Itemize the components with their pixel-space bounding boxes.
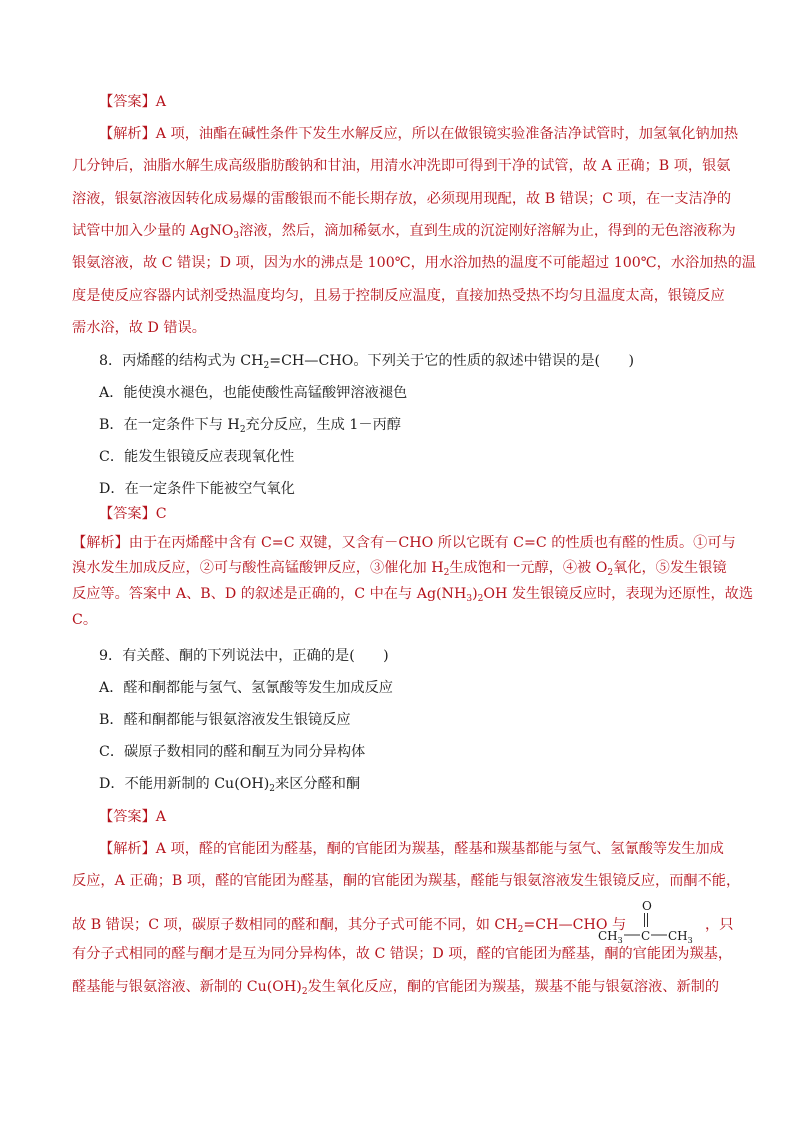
methyl-subscript: 3 (617, 936, 623, 945)
analysis-1-line-6: 度是使反应容器内试剂受热温度均匀，且易于控制反应温度，直接加热受热不均匀且温度太高，银镜反应 (72, 288, 725, 304)
text: =CH—CHO 与 (523, 917, 627, 933)
question-9-option-a: A．醛和酮都能与氢气、氢氰酸等发生加成反应 (99, 680, 393, 696)
analysis-2-line-3 (72, 584, 753, 604)
text: =CH—CHO。下列关于它的性质的叙述中错误的是( ) (269, 353, 634, 369)
analysis-3-line-2: 反应，A 正确；B 项，醛的官能团为醛基，酮的官能团为羰基，醛能与银氨溶液发生银镜反应，而酮不能， (72, 873, 741, 889)
answer-label: 【答案】 (99, 809, 156, 825)
subscript: 2 (607, 568, 614, 578)
question-8-option-b (99, 415, 401, 435)
text: 反应等。答案中 A、B、D 的叙述是正确的，C 中在与 Ag(NH (72, 586, 467, 602)
text: 充分反应，生成 1－丙醇 (245, 417, 401, 433)
text: ) (472, 586, 478, 602)
left-methyl (598, 929, 623, 945)
text: 8．丙烯醛的结构式为 CH (99, 353, 264, 369)
subscript: 3 (466, 594, 473, 604)
question-9-option-b: B．醛和酮都能与银氨溶液发生银镜反应 (99, 712, 351, 728)
question-8-option-c: C．能发生银镜反应表现氧化性 (99, 449, 295, 465)
text: 发生氧化反应，酮的官能团为羰基，羰基不能与银氨溶液、新制的 (307, 979, 720, 995)
answer-line-1 (99, 92, 166, 112)
analysis-3-line-1: 【解析】A 项，醛的官能团为醛基，酮的官能团为羰基，醛基和羰基都能与氢气、氢氰酸等发生加成 (99, 841, 724, 857)
text: 醛基能与银氨溶液、新制的 Cu(OH) (72, 979, 302, 995)
answer-line-2 (99, 504, 167, 524)
analysis-3-line-5 (72, 977, 719, 997)
question-8-stem (99, 351, 634, 371)
question-9-stem: 9．有关醛、酮的下列说法中，正确的是( ) (99, 648, 389, 664)
text: 溶液，然后，滴加稀氨水，直到生成的沉淀刚好溶解为止，得到的无色溶液称为 (239, 223, 736, 239)
answer-value: C (155, 506, 167, 522)
analysis-1-line-4 (72, 221, 736, 241)
text: OH 发生银镜反应时，表现为还原性，故选 (483, 586, 754, 602)
answer-value: A (155, 809, 167, 825)
answer-label: 【答案】 (99, 94, 156, 110)
subscript: 2 (477, 594, 484, 604)
answer-line-3 (99, 807, 166, 827)
subscript: 2 (517, 925, 524, 935)
text: D．不能用新制的 Cu(OH) (99, 776, 270, 792)
question-8-option-a: A．能使溴水褪色，也能使酸性高锰酸钾溶液褪色 (99, 385, 408, 401)
analysis-1-line-3: 溶液，银氨溶液因转化成易爆的雷酸银而不能长期存放，必须现用现配，故 B 错误；C 项，在一支洁净的 (72, 191, 732, 207)
text: 故 B 错误；C 项，碳原子数相同的醛和酮，其分子式可能不同，如 CH (72, 917, 518, 933)
text: 试管中加入少量的 AgNO (72, 223, 234, 239)
question-8-option-d: D．在一定条件下能被空气氧化 (99, 481, 295, 497)
analysis-2-line-4: C。 (72, 612, 98, 628)
analysis-1-line-5: 银氨溶液，故 C 错误；D 项，因为水的沸点是 100℃，用水浴加热的温度不可能超过 100℃，水浴加热的温 (72, 255, 756, 271)
acetone-structure (598, 898, 698, 946)
right-methyl (668, 929, 693, 945)
subscript: 2 (263, 361, 270, 371)
subscript: 3 (233, 231, 240, 241)
methyl-text: CH (598, 929, 618, 943)
analysis-3-line-4: 有分子式相同的醛与酮才是互为同分异构体，故 C 错误；D 项，醛的官能团为醛基，酮的官能团为羰基， (72, 946, 733, 962)
carbonyl-carbon: C (641, 929, 651, 943)
text: 溴水发生加成反应，②可与酸性高锰酸钾反应，③催化加 H (72, 560, 444, 576)
text: B．在一定条件下与 H (99, 417, 240, 433)
analysis-1-line-7: 需水浴，故 D 错误。 (72, 320, 206, 336)
text: 来区分醛和酮 (275, 776, 361, 792)
subscript: 2 (239, 425, 246, 435)
oxygen-atom: O (642, 899, 652, 913)
analysis-3-line-3 (72, 915, 626, 935)
analysis-2-line-2 (72, 558, 727, 578)
answer-value: A (155, 94, 167, 110)
text: 氧化，⑤发生银镜 (613, 560, 727, 576)
methyl-text: CH (668, 929, 688, 943)
subscript: 2 (269, 784, 275, 794)
question-9-option-c: C．碳原子数相同的醛和酮互为同分异构体 (99, 744, 366, 760)
question-9-option-d (99, 774, 360, 794)
subscript: 2 (301, 987, 308, 997)
analysis-1-line-1: 【解析】A 项，油酯在碱性条件下发生水解反应，所以在做银镜实验准备洁净试管时，加氢氧化钠加热 (99, 126, 739, 142)
text: 生成饱和一元醇，④被 O (449, 560, 608, 576)
analysis-2-line-1: 【解析】由于在丙烯醛中含有 C=C 双键，又含有－CHO 所以它既有 C=C 的性质也有醛的性质。①可与 (72, 535, 736, 551)
subscript: 2 (443, 568, 450, 578)
answer-label: 【答案】 (99, 506, 156, 522)
analysis-3-line-3-tail: ，只 (705, 917, 734, 933)
methyl-subscript: 3 (687, 936, 693, 945)
analysis-1-line-2: 几分钟后，油脂水解生成高级脂肪酸钠和甘油，用清水冲洗即可得到干净的试管，故 A 正确；B 项，银氨 (72, 158, 731, 174)
